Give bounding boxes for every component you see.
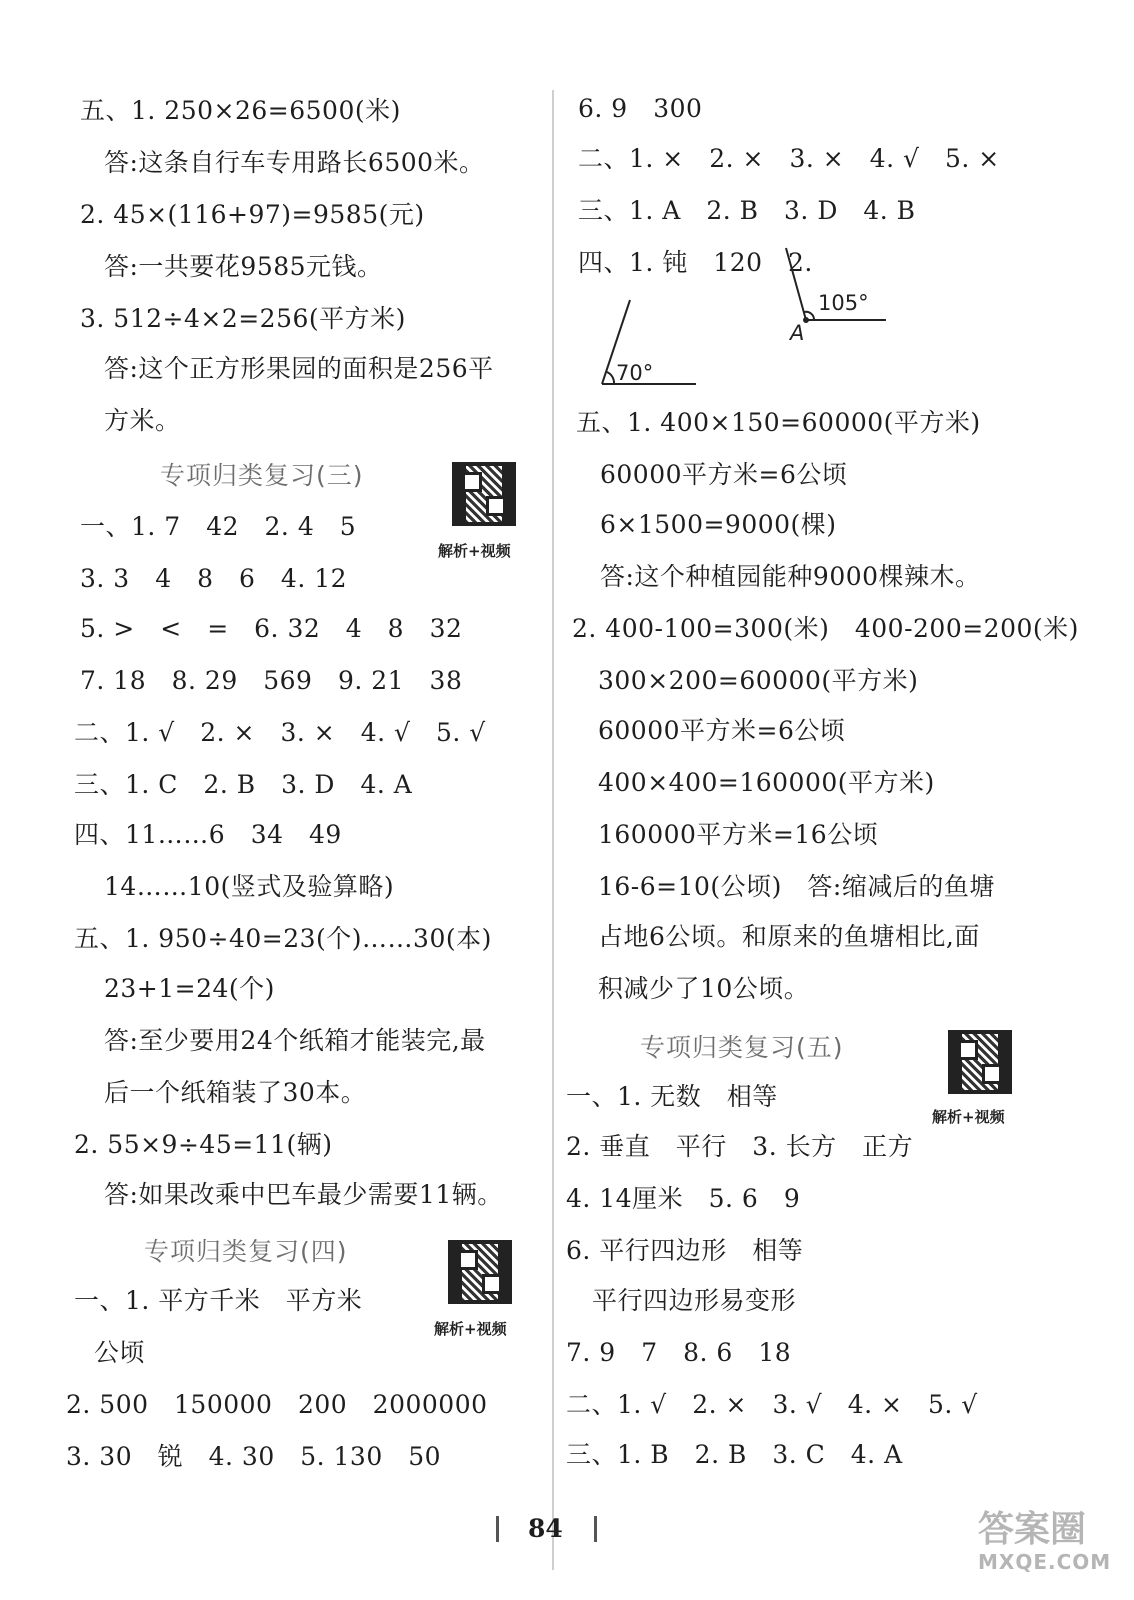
answer-line: 三、1. B 2. B 3. C 4. A [566, 1440, 903, 1469]
answer-line: 二、1. √ 2. × 3. × 4. √ 5. √ [74, 718, 486, 747]
section-heading-review-3: 专项归类复习(三) [160, 461, 364, 490]
answer-line: 2. 45×(116+97)=9585(元) [80, 200, 425, 229]
answer-line: 6. 平行四边形 相等 [566, 1236, 804, 1265]
answer-line: 五、1. 950÷40=23(个)……30(本) [74, 924, 492, 953]
answer-line: 答:如果改乘中巴车最少需要11辆。 [104, 1180, 503, 1209]
angle-figure-105 [786, 248, 896, 344]
angle-figure-70 [600, 300, 700, 390]
answer-line: 答:这个种植园能种9000棵辣木。 [600, 562, 981, 591]
answer-line: 23+1=24(个) [104, 974, 275, 1003]
angle-arc [607, 372, 614, 384]
page-number-ornament [594, 1516, 597, 1542]
answer-line: 2. 500 150000 200 2000000 [66, 1390, 488, 1419]
answer-line: 五、1. 250×26=6500(米) [80, 96, 401, 125]
qr-caption: 解析+视频 [434, 1320, 507, 1338]
answer-line: 3. 512÷4×2=256(平方米) [80, 304, 406, 333]
answer-line: 三、1. A 2. B 3. D 4. B [578, 196, 916, 225]
answer-line: 四、1. 钝 120 2. [578, 248, 813, 277]
watermark-logo [978, 1510, 1128, 1590]
answer-line: 二、1. √ 2. × 3. √ 4. × 5. √ [566, 1390, 978, 1419]
answer-line: 答:这条自行车专用路长6500米。 [104, 148, 485, 177]
answer-line: 答:一共要花9585元钱。 [104, 252, 383, 281]
answer-line: 2. 55×9÷45=11(辆) [74, 1130, 333, 1159]
page-number: 84 [528, 1514, 563, 1543]
answer-line: 积减少了10公顷。 [598, 974, 810, 1003]
answer-line: 一、1. 无数 相等 [566, 1082, 778, 1111]
answer-line: 占地6公顷。和原来的鱼塘相比,面 [598, 922, 980, 951]
answer-line: 4. 14厘米 5. 6 9 [566, 1184, 801, 1213]
answer-line: 7. 9 7 8. 6 18 [566, 1338, 792, 1367]
answer-line: 后一个纸箱装了30本。 [104, 1078, 367, 1107]
answer-line: 3. 30 锐 4. 30 5. 130 50 [66, 1442, 442, 1471]
answer-line: 16-6=10(公顷) 答:缩减后的鱼塘 [598, 872, 995, 901]
angle-label: 70° [616, 361, 654, 385]
answer-line: 3. 3 4 8 6 4. 12 [80, 564, 348, 593]
answer-line: 四、11……6 34 49 [74, 820, 342, 849]
answer-line: 答:至少要用24个纸箱才能装完,最 [104, 1026, 486, 1055]
answer-line: 2. 400-100=300(米) 400-200=200(米) [572, 614, 1079, 643]
answer-line: 160000平方米=16公顷 [598, 820, 879, 849]
answer-line: 一、1. 平方千米 平方米 [74, 1286, 363, 1315]
answer-line: 三、1. C 2. B 3. D 4. A [74, 770, 413, 799]
answer-line: 平行四边形易变形 [592, 1286, 797, 1315]
angle-label: 105° [818, 291, 869, 315]
angle-ray [786, 248, 806, 320]
section-heading-review-4: 专项归类复习(四) [144, 1237, 348, 1266]
answer-line: 2. 垂直 平行 3. 长方 正方 [566, 1132, 914, 1161]
column-divider [552, 90, 554, 1570]
answer-line: 400×400=160000(平方米) [598, 768, 935, 797]
qr-caption: 解析+视频 [932, 1108, 1005, 1126]
answer-line: 公顷 [94, 1338, 146, 1367]
qr-caption: 解析+视频 [438, 542, 511, 560]
vertex-label: A [790, 321, 805, 345]
answer-line: 6. 9 300 [578, 94, 703, 123]
answer-line: 60000平方米=6公顷 [598, 716, 846, 745]
qr-code-icon[interactable] [452, 462, 516, 526]
qr-code-icon[interactable] [948, 1030, 1012, 1094]
watermark-title: 答案圈 [978, 1509, 1087, 1550]
answer-line: 方米。 [104, 406, 181, 435]
answer-line: 7. 18 8. 29 569 9. 21 38 [80, 666, 463, 695]
answer-line: 60000平方米=6公顷 [600, 460, 848, 489]
answer-line: 一、1. 7 42 2. 4 5 [80, 512, 357, 541]
answer-line: 五、1. 400×150=60000(平方米) [576, 408, 981, 437]
answer-line: 14……10(竖式及验算略) [104, 872, 395, 901]
section-heading-review-5: 专项归类复习(五) [640, 1033, 844, 1062]
watermark-url: MXQE.COM [978, 1550, 1112, 1574]
answer-line: 6×1500=9000(棵) [600, 510, 837, 539]
page-number-ornament [496, 1516, 499, 1542]
answer-line: 二、1. × 2. × 3. × 4. √ 5. × [578, 144, 1000, 173]
answer-line: 答:这个正方形果园的面积是256平 [104, 354, 494, 383]
answer-line: 300×200=60000(平方米) [598, 666, 919, 695]
answer-line: 5. > < = 6. 32 4 8 32 [80, 614, 463, 643]
qr-code-icon[interactable] [448, 1240, 512, 1304]
